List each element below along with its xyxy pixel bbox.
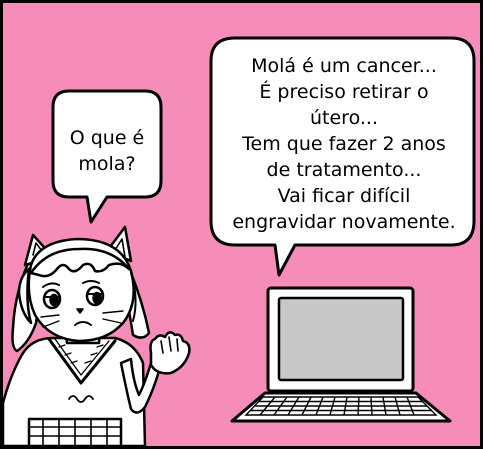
speech-bubble-right-text (215, 53, 473, 235)
right-bubble-line: Tem que fazer 2 anos (242, 133, 446, 155)
left-bubble-line: mola? (78, 153, 136, 175)
skirt (29, 419, 121, 446)
speech-bubble-left-text (55, 125, 159, 177)
right-bubble-line: Molá é um cancer... (251, 55, 437, 77)
left-bubble-line: O que é (69, 127, 145, 149)
right-bubble-line: engravidar novamente. (232, 211, 456, 233)
right-bubble-line: É preciso retirar o (259, 81, 429, 103)
laptop-screen (279, 298, 403, 380)
right-bubble-line: de tratamento... (266, 159, 422, 181)
right-bubble-line: Vai ficar difícil (277, 185, 411, 207)
right-bubble-line: útero... (310, 107, 378, 129)
